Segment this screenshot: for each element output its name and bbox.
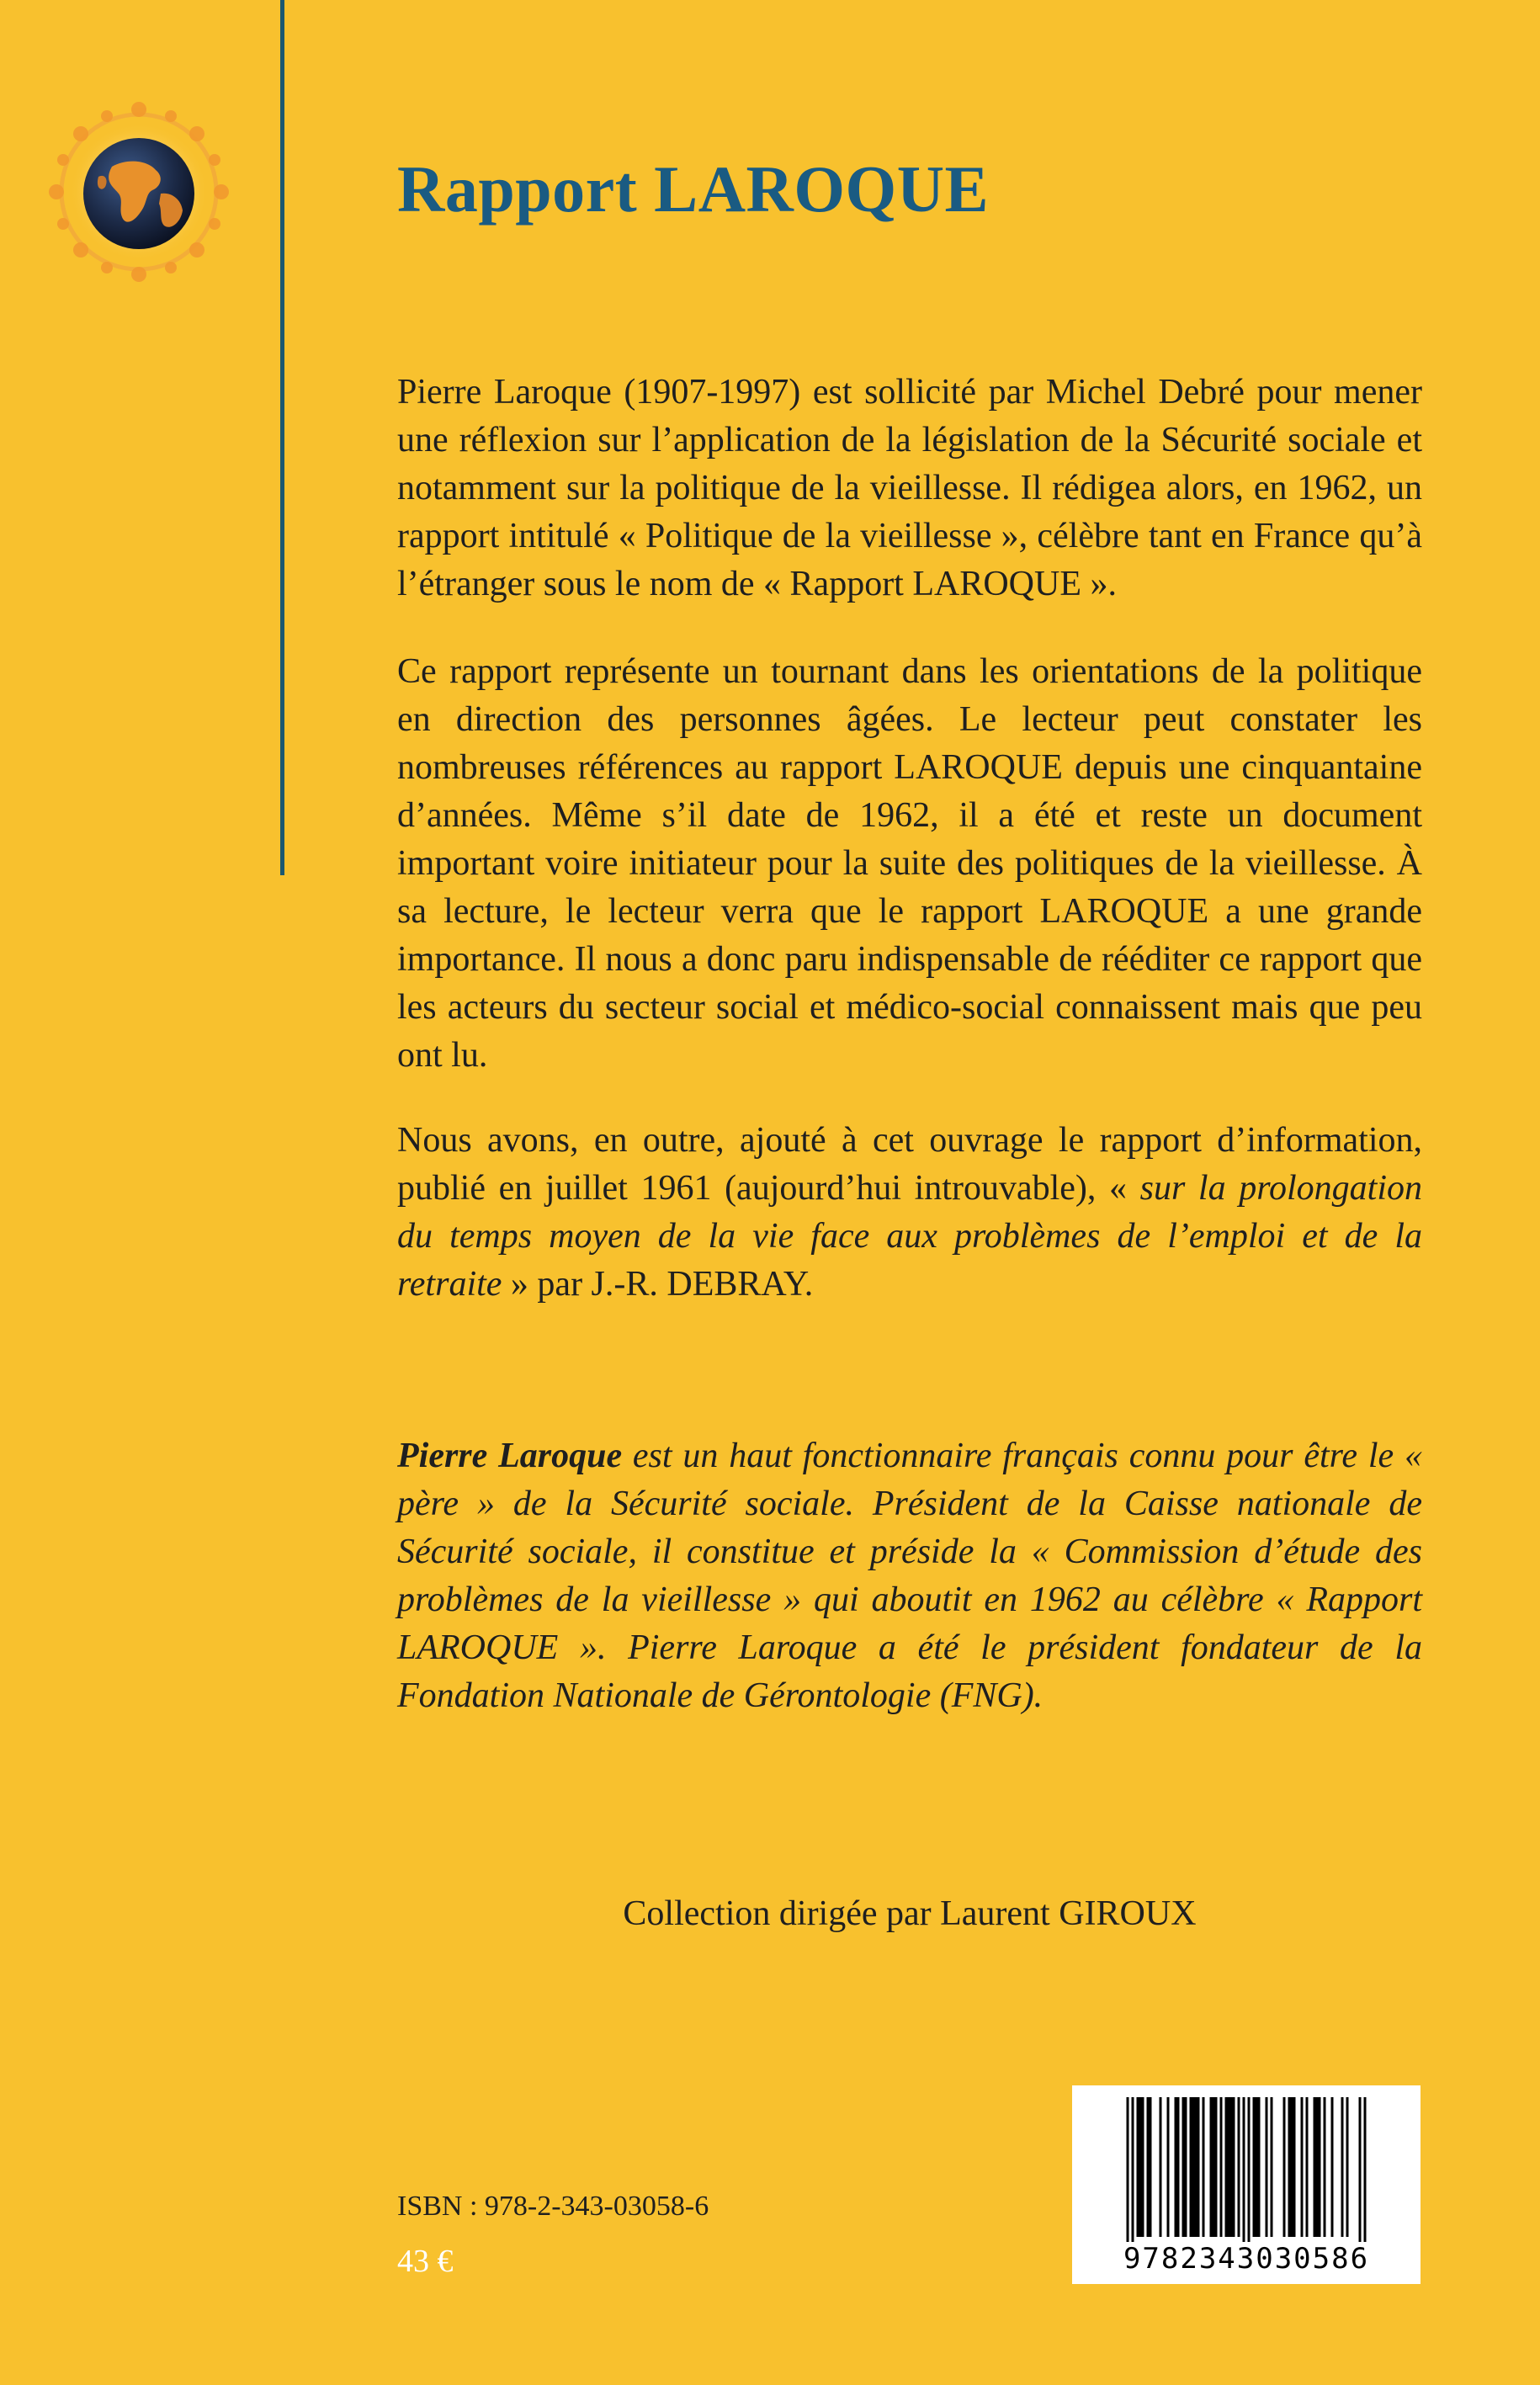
barcode-bar	[1314, 2097, 1316, 2237]
globe-sun-logo-icon	[46, 99, 231, 284]
barcode-bar	[1182, 2097, 1185, 2237]
barcode-bar	[1258, 2097, 1261, 2237]
summary-paragraph-3	[397, 1117, 1422, 1309]
barcode-bar	[1175, 2097, 1177, 2237]
author-name: Pierre Laroque	[397, 1437, 623, 1475]
barcode-bar	[1192, 2097, 1195, 2237]
barcode-bar	[1203, 2097, 1205, 2237]
barcode-bar	[1316, 2097, 1319, 2237]
barcode-bar	[1266, 2097, 1268, 2237]
author-biography	[397, 1432, 1422, 1720]
barcode-bar	[1185, 2097, 1187, 2237]
barcode-bar	[1248, 2097, 1251, 2242]
barcode-digits: 9782343030586	[1123, 2242, 1370, 2276]
barcode-bar	[1137, 2097, 1139, 2237]
barcode-bar	[1331, 2097, 1334, 2237]
barcode-bar	[1139, 2097, 1142, 2237]
price-label: 43 €	[397, 2244, 454, 2279]
barcode-bar	[1142, 2097, 1144, 2237]
barcode-bar	[1225, 2097, 1228, 2237]
summary-paragraph-1: Pierre Laroque (1907-1997) est sollicité par Michel Debré pour mener une réflexion sur l’application de la législation de la Sécurité sociale et notamment sur la politique de la vieillesse. Il rédigea alors, en 1962, un rapport intitulé « Politique de la vieillesse », célèbre tant en France qu’à l’étranger sous le nom de « Rapport LAROQUE ».	[397, 373, 1422, 603]
barcode-bar	[1364, 2097, 1367, 2242]
barcode-bar	[1283, 2097, 1286, 2237]
barcode	[1072, 2085, 1421, 2284]
barcode-bar	[1306, 2097, 1309, 2237]
barcode-bar	[1177, 2097, 1180, 2237]
barcode-bar	[1293, 2097, 1296, 2237]
isbn-number: ISBN : 978-2-343-03058-6	[397, 2191, 709, 2222]
barcode-bar	[1233, 2097, 1235, 2237]
barcode-bar	[1213, 2097, 1215, 2237]
barcode-bar	[1210, 2097, 1213, 2237]
barcode-bar	[1147, 2097, 1150, 2237]
paragraph-3-quoted-title: sur la prolongation du temps moyen de la vie face aux problèmes de l’emploi et de la retraite	[397, 1169, 1423, 1304]
barcode-bar	[1215, 2097, 1218, 2237]
barcode-bar	[1271, 2097, 1273, 2237]
barcode-bar	[1150, 2097, 1152, 2237]
book-title: Rapport LAROQUE	[397, 152, 990, 226]
barcode-bar	[1324, 2097, 1326, 2237]
barcode-bar	[1288, 2097, 1291, 2237]
barcode-bar	[1220, 2097, 1223, 2237]
barcode-bar	[1167, 2097, 1170, 2237]
barcode-bar	[1291, 2097, 1293, 2237]
barcode-bar	[1319, 2097, 1321, 2237]
barcode-bar	[1256, 2097, 1258, 2237]
barcode-bar	[1228, 2097, 1230, 2237]
vertical-rule	[280, 0, 284, 875]
paragraph-3-start: Nous avons, en outre, ajouté à cet ouvrage le rapport d’information, publié en juillet 1961 (aujourd’hui introuvable), «	[397, 1121, 1422, 1208]
barcode-bar	[1190, 2097, 1192, 2237]
barcode-bar	[1341, 2097, 1344, 2237]
barcode-bar	[1230, 2097, 1233, 2237]
barcode-bar	[1132, 2097, 1134, 2242]
barcode-bar	[1243, 2097, 1245, 2242]
barcode-bar	[1301, 2097, 1304, 2237]
barcode-bar	[1346, 2097, 1349, 2237]
barcode-bar	[1195, 2097, 1197, 2237]
barcode-bar	[1359, 2097, 1362, 2242]
biography-text: est un haut fonctionnaire français connu pour être le « père » de la Sécurité sociale. Président de la Caisse nationale de Sécurité sociale, il constitue et préside la « Commission d’étude des problèmes de la vieillesse » qui aboutit en 1962 au célèbre « Rapport LAROQUE ». Pierre Laroque a été le président fondateur de la Fondation Nationale de Gérontologie (FNG).	[397, 1437, 1422, 1715]
barcode-bar	[1197, 2097, 1200, 2237]
paragraph-3-end: » par J.-R. DEBRAY.	[502, 1265, 814, 1304]
collection-editor-line: Collection dirigée par Laurent GIROUX	[623, 1894, 1197, 1933]
barcode-bar	[1253, 2097, 1256, 2237]
barcode-bar	[1127, 2097, 1129, 2242]
summary-paragraph-2: Ce rapport représente un tournant dans les orientations de la politique en direction des personnes âgées. Le lecteur peut constater les nombreuses références au rapport LAROQUE depuis une cinquantaine d’années. Même s’il date de 1962, il a été et reste un document important voire initiateur pour la suite des politiques de la vieillesse. À sa lecture, le lecteur verra que le rapport LAROQUE a une grande importance. Il nous a donc paru indispensable de rééditer ce rapport que les acteurs du secteur social et médico-social connaissent mais que peu ont lu.	[397, 652, 1422, 1075]
barcode-bar	[1160, 2097, 1162, 2237]
barcode-bar	[1238, 2097, 1240, 2237]
